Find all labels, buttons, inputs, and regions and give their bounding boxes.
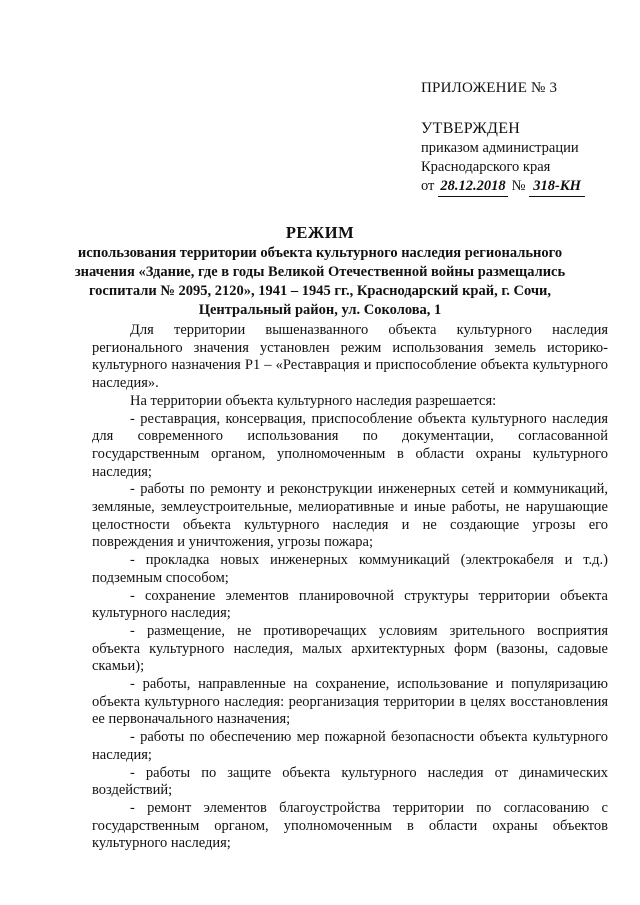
date-prefix: от bbox=[421, 178, 435, 194]
paragraph-allowed-heading: На территории объекта культурного наследия разрешается: bbox=[130, 392, 497, 409]
document-heading bbox=[40, 222, 600, 320]
list-item: - работы по защите объекта культурного наследия от динамических воздействий; bbox=[92, 764, 608, 799]
title-line-1: использования территории объекта культурного наследия регионального bbox=[77, 245, 563, 261]
document-title: РЕЖИМ bbox=[285, 223, 355, 242]
approved-title: УТВЕРЖДЕН bbox=[421, 120, 521, 137]
approval-block bbox=[421, 119, 626, 197]
list-item: - работы, направленные на сохранение, использование и популяризацию объекта культурного наследия: реорганизация территории в целях восстановления ее первоначального назначения; bbox=[92, 676, 608, 728]
number-prefix: № bbox=[511, 178, 526, 194]
document-body bbox=[92, 322, 608, 853]
list-item: - работы по ремонту и реконструкции инженерных сетей и коммуникаций, земляные, землеустроительные, мелиоративные и иные работы, не нарушающие целостности объекта культурного наследия и не создающие угрозы его повреждения и уничтожения, угрозы пожара; bbox=[92, 481, 608, 551]
handwritten-date: 28.12.2018 bbox=[438, 177, 508, 197]
title-line-4: Центральный район, ул. Соколова, 1 bbox=[198, 302, 442, 318]
order-line bbox=[421, 177, 626, 197]
list-item: - реставрация, консервация, приспособление объекта культурного наследия для современного использования по документации, согласованной государственным органом, уполномоченным в области охраны культурного наследия; bbox=[92, 410, 608, 480]
list-item: - ремонт элементов благоустройства территории по согласованию с государственным органом, уполномоченным в области охраны объектов культурного наследия; bbox=[92, 799, 608, 852]
approval-by-order: приказом администрации bbox=[421, 140, 579, 156]
appendix-label: ПРИЛОЖЕНИЕ № 3 bbox=[421, 80, 558, 96]
list-item: - размещение, не противоречащих условиям зрительного восприятия объекта культурного наследия, малых архитектурных форм (вазоны, садовые скамьи); bbox=[92, 622, 608, 675]
title-line-2: значения «Здание, где в годы Великой Отечественной войны размещались bbox=[74, 264, 566, 280]
handwritten-number: 318-КН bbox=[529, 177, 585, 197]
list-item: - сохранение элементов планировочной структуры территории объекта культурного наследия; bbox=[92, 587, 608, 622]
list-item: - работы по обеспечению мер пожарной безопасности объекта культурного наследия; bbox=[92, 729, 608, 763]
title-line-3: госпитали № 2095, 2120», 1941 – 1945 гг., Краснодарский край, г. Сочи, bbox=[88, 283, 552, 299]
paragraph-intro: Для территории вышеназванного объекта культурного наследия регионального значения установлен режим использования земель историко-культурного назначения Р1 – «Реставрация и приспособление объекта культурного наследия». bbox=[92, 322, 608, 392]
list-item: - прокладка новых инженерных коммуникаций (электрокабеля и т.д.) подземным способом; bbox=[92, 552, 608, 586]
approval-region: Краснодарского края bbox=[421, 159, 551, 175]
